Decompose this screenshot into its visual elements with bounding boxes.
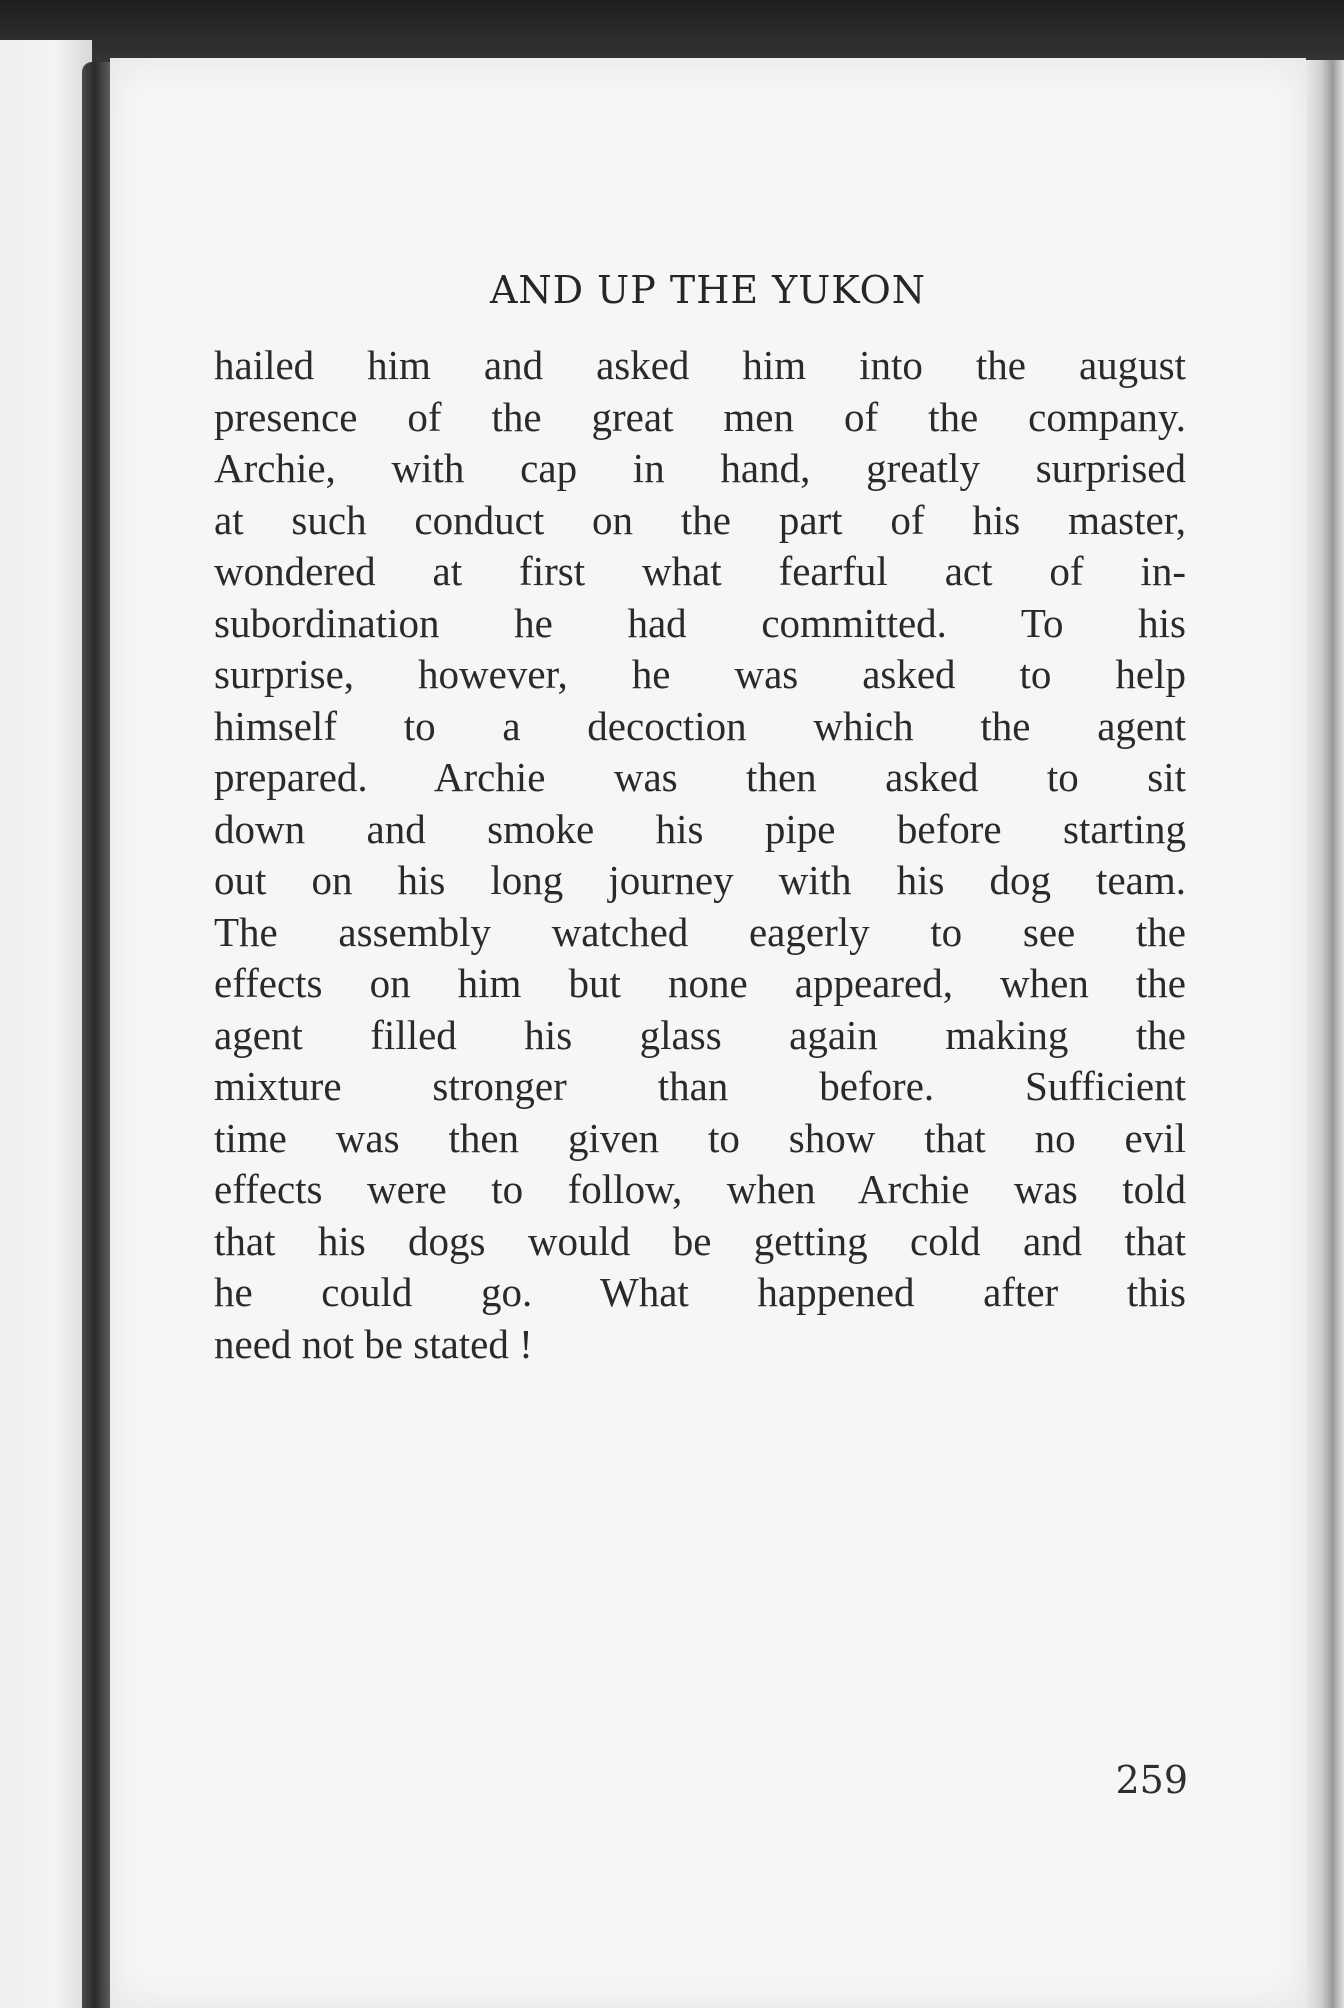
text-line: prepared. Archie was then asked to sit	[214, 754, 1186, 800]
facing-page-edge	[0, 40, 92, 2008]
text-line: need not be stated !	[214, 1320, 533, 1367]
text-line: hailed him and asked him into the august	[214, 342, 1186, 388]
text-line: surprise, however, he was asked to help	[214, 651, 1186, 697]
text-line: effects on him but none appeared, when the	[214, 960, 1186, 1006]
text-line: out on his long journey with his dog team.	[214, 857, 1186, 903]
text-line: at such conduct on the part of his master,	[214, 496, 1186, 543]
text-line: he could go. What happened after this	[214, 1269, 1186, 1315]
text-line: effects were to follow, when Archie was told	[214, 1166, 1186, 1212]
book-page	[110, 58, 1306, 2008]
text-line: Archie, with cap in hand, greatly surprised	[214, 445, 1186, 491]
running-head: AND UP THE YUKON	[489, 268, 927, 312]
text-line: that his dogs would be getting cold and that	[214, 1217, 1186, 1264]
text-line: time was then given to show that no evil	[214, 1114, 1186, 1161]
text-line: mixture stronger than before. Sufficient	[214, 1063, 1186, 1109]
text-line: agent filled his glass again making the	[214, 1011, 1186, 1058]
text-line: himself to a decoction which the agent	[214, 702, 1186, 749]
text-line: down and smoke his pipe before starting	[214, 805, 1186, 852]
page-fore-edge	[1306, 60, 1344, 2008]
text-line: presence of the great men of the company.	[214, 393, 1186, 440]
page-number: 259	[1115, 1758, 1188, 1802]
text-line: The assembly watched eagerly to see the	[214, 908, 1186, 955]
text-line: wondered at first what fearful act of in-	[214, 548, 1186, 594]
body-paragraph	[214, 340, 1186, 1370]
text-line: subordination he had committed. To his	[214, 599, 1186, 646]
